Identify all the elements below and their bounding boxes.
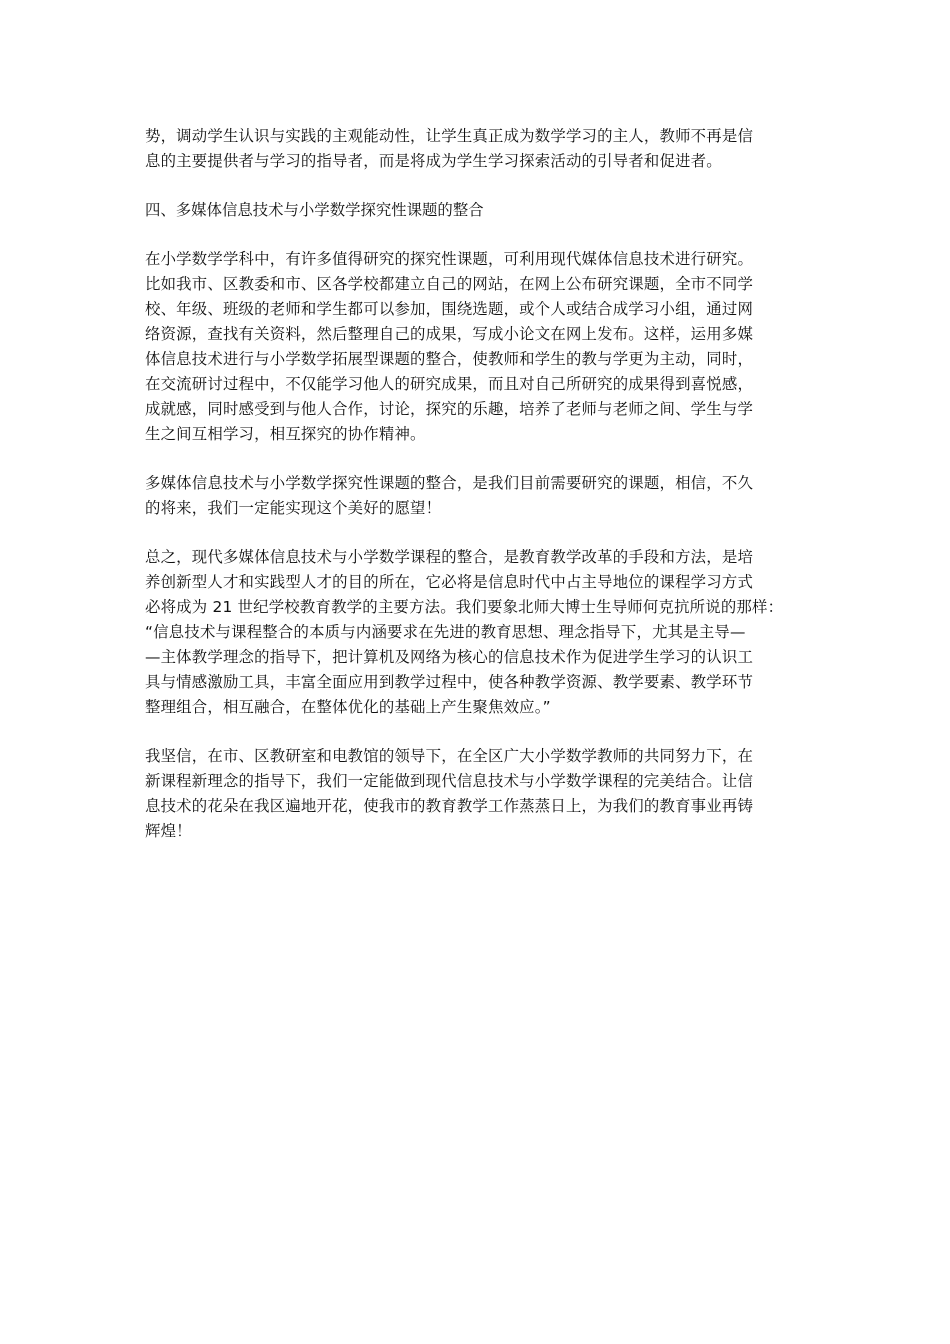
paragraph-summary (145, 545, 818, 720)
text-line: 比如我市、区教委和市、区各学校都建立自己的网站，在网上公布研究课题，全市不同学 (145, 275, 754, 293)
text-line: 成就感，同时感受到与他人合作，讨论，探究的乐趣，培养了老师与老师之间、学生与学 (145, 400, 754, 418)
text-line: 具与情感激励工具，丰富全面应用到教学过程中，使各种教学资源、教学要素、教学环节 (145, 673, 754, 691)
text-line: 在小学数学学科中，有许多值得研究的探究性课题，可利用现代媒体信息技术进行研究。 (145, 250, 754, 268)
text-line: 养创新型人才和实践型人才的目的所在，它必将是信息时代中占主导地位的课程学习方式 (145, 573, 754, 591)
paragraph-continuation (145, 124, 818, 174)
section-heading: 四、多媒体信息技术与小学数学探究性课题的整合 (145, 201, 484, 219)
text-line: 必将成为 21 世纪学校教育教学的主要方法。我们要象北师大博士生导师何克抗所说的那样： (145, 598, 784, 616)
text-line: 校、年级、班级的老师和学生都可以参加，围绕选题，或个人或结合成学习小组，通过网 (145, 300, 754, 318)
text-line: 整理组合，相互融合，在整体优化的基础上产生聚焦效应。” (145, 698, 551, 716)
text-line: “信息技术与课程整合的本质与内涵要求在先进的教育思想、理念指导下，尤其是主导— (145, 623, 746, 641)
paragraph-research-topics (145, 247, 818, 447)
paragraph-integration-goal (145, 471, 818, 521)
text-line: 息的主要提供者与学习的指导者，而是将成为学生学习探索活动的引导者和促进者。 (145, 152, 722, 170)
paragraph-conclusion (145, 744, 818, 844)
text-line: 势，调动学生认识与实践的主观能动性，让学生真正成为数学学习的主人，教师不再是信 (145, 127, 754, 145)
text-line: 体信息技术进行与小学数学拓展型课题的整合，使教师和学生的教与学更为主动，同时， (145, 350, 754, 368)
text-line: 息技术的花朵在我区遍地开花，使我市的教育教学工作蒸蒸日上，为我们的教育事业再铸 (145, 797, 754, 815)
text-line: 总之，现代多媒体信息技术与小学数学课程的整合，是教育教学改革的手段和方法，是培 (145, 548, 754, 566)
text-line: 络资源，查找有关资料，然后整理自己的成果，写成小论文在网上发布。这样，运用多媒 (145, 325, 754, 343)
text-line: 辉煌！ (145, 822, 192, 840)
text-line: 我坚信，在市、区教研室和电教馆的领导下，在全区广大小学数学教师的共同努力下，在 (145, 747, 754, 765)
text-line: 多媒体信息技术与小学数学探究性课题的整合，是我们目前需要研究的课题，相信，不久 (145, 474, 754, 492)
text-line: 的将来，我们一定能实现这个美好的愿望！ (145, 499, 442, 517)
text-line: 新课程新理念的指导下，我们一定能做到现代信息技术与小学数学课程的完美结合。让信 (145, 772, 754, 790)
text-line: 在交流研讨过程中，不仅能学习他人的研究成果，而且对自己所研究的成果得到喜悦感， (145, 375, 754, 393)
text-line: 生之间互相学习，相互探究的协作精神。 (145, 425, 426, 443)
text-line: —主体教学理念的指导下，把计算机及网络为核心的信息技术作为促进学生学习的认识工 (145, 648, 754, 666)
